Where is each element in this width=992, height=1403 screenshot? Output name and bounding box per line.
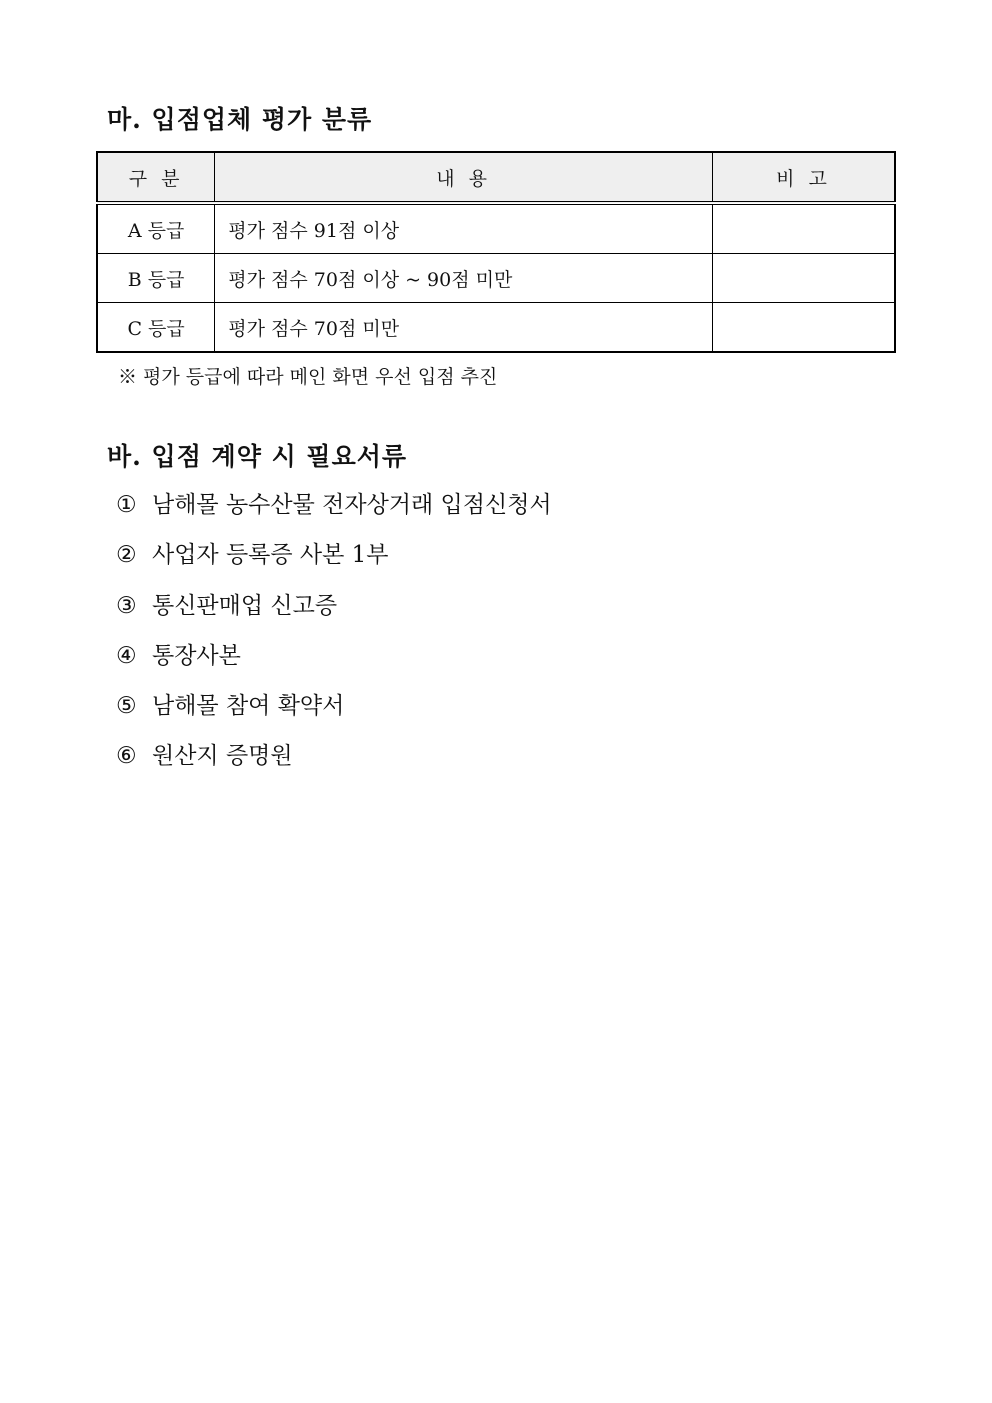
section-title-evaluation: 마. 입점업체 평가 분류 — [107, 105, 373, 134]
item-number: ⑥ — [116, 743, 137, 770]
item-number: ② — [116, 542, 137, 569]
table-footnote: ※ 평가 등급에 따라 메인 화면 우선 입점 추진 — [118, 366, 498, 388]
grade-cell: B 등급 — [97, 254, 215, 303]
item-number: ③ — [116, 592, 137, 619]
required-documents-list — [116, 486, 552, 788]
list-item — [116, 536, 552, 586]
content-cell: 평가 점수 70점 미만 — [215, 303, 713, 353]
section-title-documents: 바. 입점 계약 시 필요서류 — [107, 442, 408, 471]
list-item — [116, 687, 552, 737]
remarks-cell — [712, 254, 895, 303]
table-header-row — [97, 152, 895, 203]
remarks-cell — [712, 303, 895, 353]
header-category: 구 분 — [97, 152, 215, 203]
content-cell: 평가 점수 70점 이상 ~ 90점 미만 — [215, 254, 713, 303]
item-label: 남해몰 참여 확약서 — [152, 693, 345, 720]
grade-cell: C 등급 — [97, 303, 215, 353]
remarks-cell — [712, 203, 895, 254]
item-label: 원산지 증명원 — [152, 743, 293, 770]
header-remarks: 비 고 — [712, 152, 895, 203]
header-content: 내 용 — [215, 152, 713, 203]
list-item — [116, 637, 552, 687]
content-cell: 평가 점수 91점 이상 — [215, 203, 713, 254]
table-row — [97, 254, 895, 303]
item-label: 통장사본 — [152, 642, 241, 669]
list-item — [116, 737, 552, 787]
item-number: ① — [116, 492, 137, 518]
table-row — [97, 303, 895, 353]
item-label: 통신판매업 신고증 — [152, 592, 338, 619]
item-number: ④ — [116, 642, 137, 669]
table-row — [97, 203, 895, 254]
grade-table — [96, 151, 896, 353]
list-item — [116, 587, 552, 637]
item-number: ⑤ — [116, 693, 137, 720]
list-item — [116, 486, 552, 536]
item-label: 남해몰 농수산물 전자상거래 입점신청서 — [152, 492, 552, 518]
grade-cell: A 등급 — [97, 203, 215, 254]
item-label: 사업자 등록증 사본 1부 — [152, 542, 389, 569]
